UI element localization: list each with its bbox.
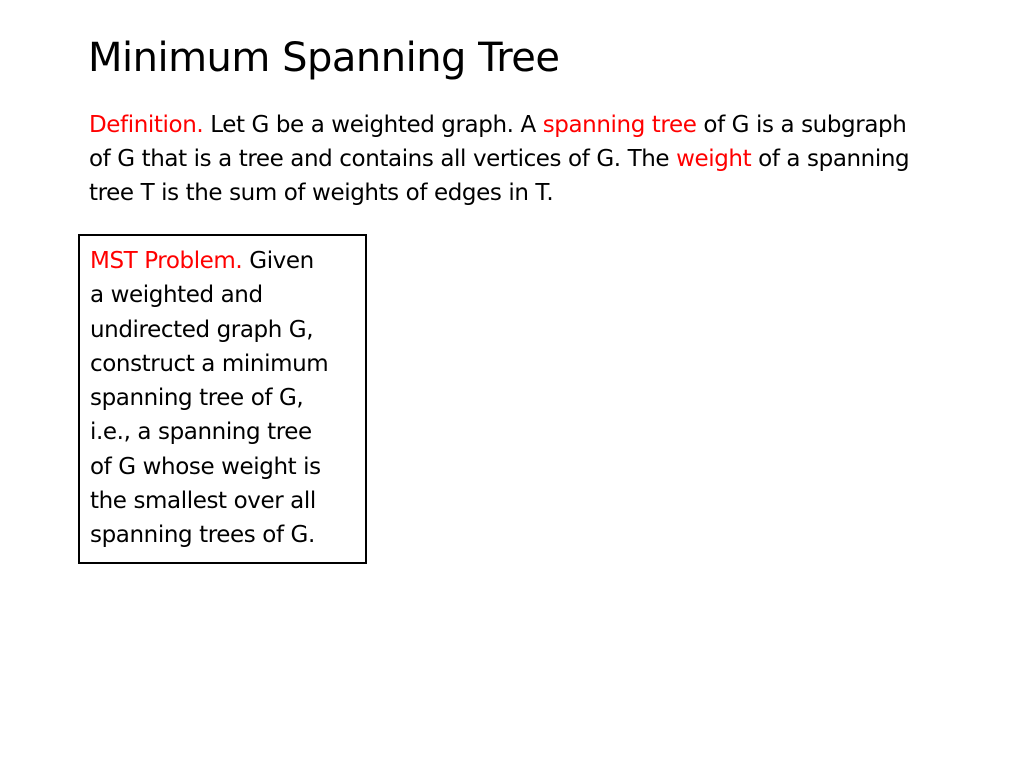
- problem-line-text: Given: [242, 248, 314, 274]
- mst-problem-box: [78, 234, 367, 564]
- problem-line: spanning tree of G,: [90, 385, 304, 412]
- definition-text-part-2: of G is a subgraph of G that is a tree and contains all vertices of G. The: [89, 112, 907, 172]
- problem-line: spanning trees of G.: [90, 522, 315, 549]
- problem-line: undirected graph G,: [90, 316, 314, 343]
- problem-line: [90, 244, 357, 278]
- definition-paragraph: [89, 108, 919, 210]
- problem-line: the smallest over all: [90, 488, 316, 515]
- problem-line: a weighted and: [90, 282, 263, 309]
- problem-line: i.e., a spanning tree: [90, 419, 312, 446]
- weight-term: weight: [676, 146, 752, 172]
- definition-label: Definition.: [89, 112, 204, 138]
- problem-line: of G whose weight is: [90, 453, 321, 480]
- slide-title: Minimum Spanning Tree: [88, 35, 560, 81]
- problem-line: construct a minimum: [90, 350, 329, 377]
- problem-label: MST Problem.: [90, 248, 243, 274]
- definition-text-part-1: Let G be a weighted graph. A: [203, 112, 543, 138]
- spanning-tree-term: spanning tree: [542, 112, 697, 138]
- definition-text-part-3: of a spanning tree T is the sum of weights of edges in T.: [89, 146, 910, 206]
